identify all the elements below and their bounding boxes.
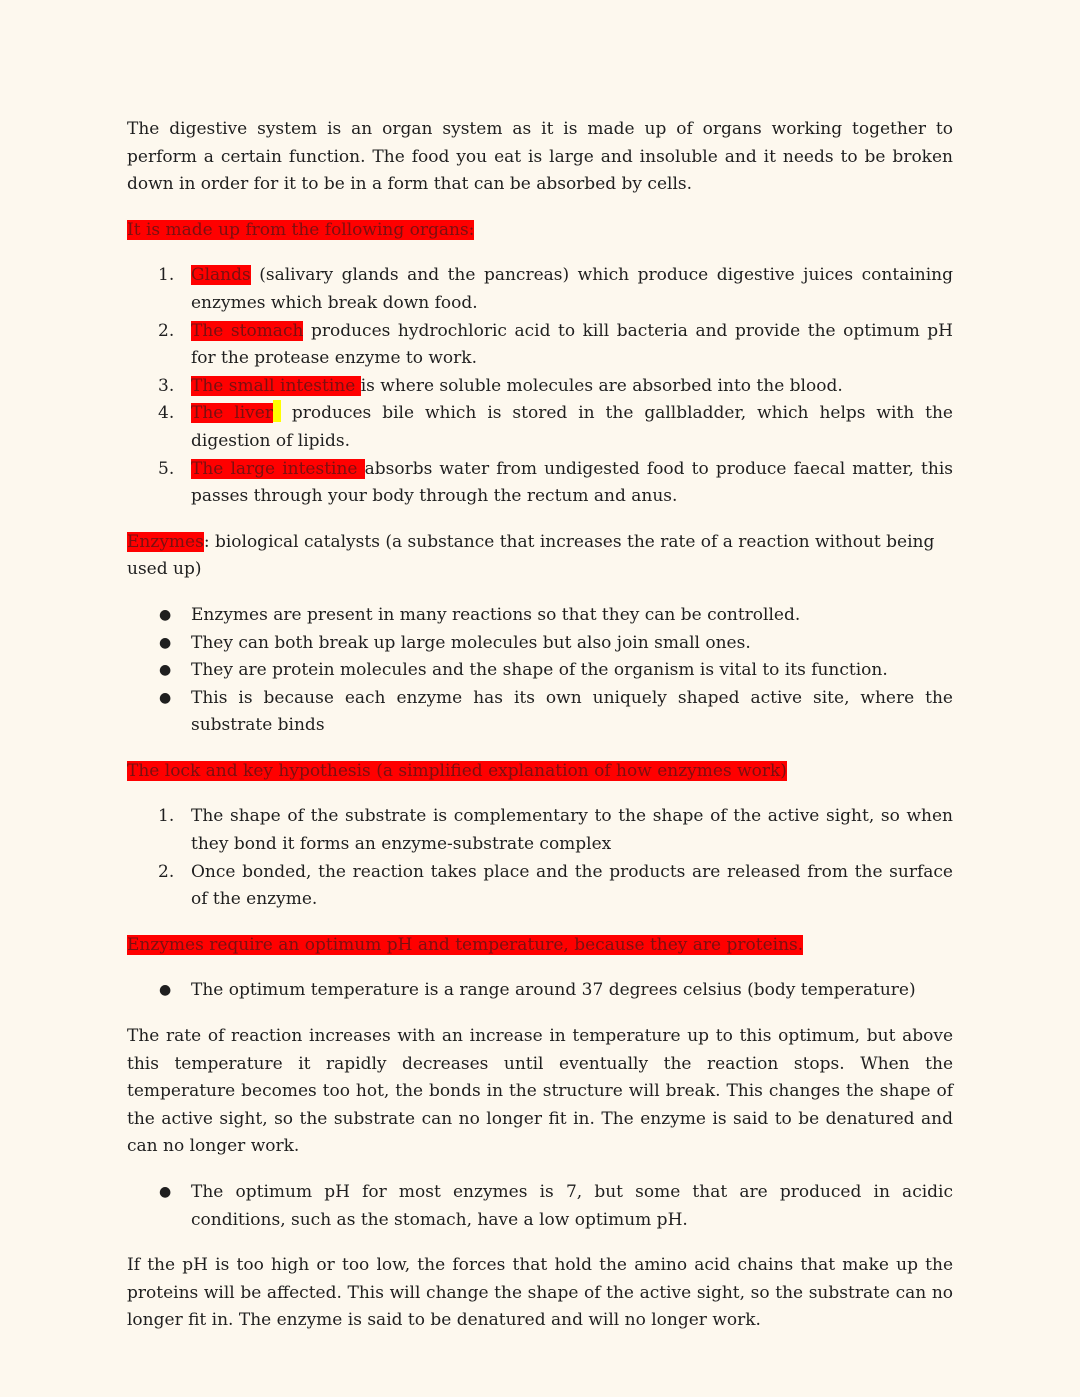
bullet-text: They are protein molecules and the shape of the organism is vital to its function. bbox=[191, 660, 888, 681]
lock-key-heading bbox=[127, 758, 953, 786]
bullet-icon: ● bbox=[159, 606, 172, 623]
bullet-text: The optimum temperature is a range around 37 degrees celsius (body temperature) bbox=[191, 980, 916, 1001]
ph-list bbox=[127, 1179, 953, 1234]
organs-heading-highlight: It is made up from the following organs: bbox=[127, 219, 475, 240]
yellow-highlight-mark bbox=[273, 400, 281, 422]
organ-term-large-intestine: The large intestine bbox=[191, 458, 365, 479]
organ-term-stomach: The stomach bbox=[191, 320, 304, 341]
optimum-heading bbox=[127, 932, 953, 960]
list-item bbox=[127, 630, 953, 658]
organ-description: absorbs water from undigested food to produce faecal matter, this passes through your body through the rectum and anus. bbox=[191, 458, 953, 507]
lock-key-heading-highlight: The lock and key hypothesis (a simplified explanation of how enzymes work) bbox=[127, 760, 787, 781]
organ-description: produces hydrochloric acid to kill bacteria and provide the optimum pH for the protease enzyme to work. bbox=[191, 320, 953, 369]
organ-term-small-intestine: The small intestine bbox=[191, 375, 361, 396]
list-item bbox=[127, 685, 953, 740]
organ-description: is where soluble molecules are absorbed into the blood. bbox=[360, 375, 843, 396]
enzymes-definition bbox=[127, 529, 953, 584]
list-number: 5. bbox=[158, 458, 175, 479]
list-item bbox=[127, 373, 953, 401]
intro-paragraph: The digestive system is an organ system as it is made up of organs working together to perform a certain function. The food you eat is large and insoluble and it needs to be broken down in order for it to be in a form that can be absorbed by cells. bbox=[127, 119, 953, 195]
list-item bbox=[127, 977, 953, 1005]
list-number: 1. bbox=[158, 265, 175, 286]
organ-term-liver: The liver bbox=[191, 403, 273, 424]
bullet-icon: ● bbox=[159, 689, 172, 706]
list-item bbox=[127, 859, 953, 914]
bullet-icon: ● bbox=[159, 634, 172, 651]
enzymes-definition-text: : biological catalysts (a substance that increases the rate of a reaction without being used up) bbox=[127, 531, 935, 580]
list-item bbox=[127, 400, 953, 455]
list-item bbox=[127, 262, 953, 317]
list-item bbox=[127, 803, 953, 858]
bullet-text: They can both break up large molecules but also join small ones. bbox=[191, 632, 751, 653]
list-number: 1. bbox=[158, 806, 175, 827]
lock-key-steps bbox=[127, 803, 953, 913]
optimum-heading-highlight: Enzymes require an optimum pH and temperature, because they are proteins. bbox=[127, 934, 804, 955]
organs-list bbox=[127, 262, 953, 510]
ph-paragraph: If the pH is too high or too low, the forces that hold the amino acid chains that make up the proteins will be affected. This will change the shape of the active sight, so the substrate can no longer fit in. The enzyme is said to be denatured and will no longer work. bbox=[127, 1255, 953, 1331]
list-item bbox=[127, 456, 953, 511]
enzymes-term: Enzymes bbox=[127, 531, 204, 552]
bullet-text: The optimum pH for most enzymes is 7, but some that are produced in acidic conditions, such as the stomach, have a low optimum pH. bbox=[191, 1182, 953, 1230]
list-item bbox=[127, 1179, 953, 1234]
bullet-icon: ● bbox=[159, 662, 172, 679]
step-text: Once bonded, the reaction takes place and the products are released from the surface of the enzyme. bbox=[191, 861, 953, 910]
bullet-icon: ● bbox=[159, 1184, 172, 1200]
organ-term-glands: Glands bbox=[191, 265, 251, 286]
organs-heading bbox=[127, 217, 953, 245]
step-text: The shape of the substrate is complementary to the shape of the active sight, so when they bond it forms an enzyme-substrate complex bbox=[191, 806, 953, 855]
list-item bbox=[127, 318, 953, 373]
list-number: 2. bbox=[158, 861, 175, 882]
bullet-text: This is because each enzyme has its own uniquely shaped active site, where the substrate binds bbox=[191, 687, 953, 736]
temperature-paragraph: The rate of reaction increases with an increase in temperature up to this optimum, but above this temperature it rapidly decreases until eventually the reaction stops. When the temperature becomes too hot, the bonds in the structure will break. This changes the shape of the active sight, so the substrate can no longer fit in. The enzyme is said to be denatured and can no longer work. bbox=[127, 1026, 953, 1157]
list-item bbox=[127, 657, 953, 685]
bullet-text: Enzymes are present in many reactions so that they can be controlled. bbox=[191, 604, 801, 625]
temperature-list bbox=[127, 977, 953, 1005]
list-number: 2. bbox=[158, 320, 175, 341]
bullet-icon: ● bbox=[159, 982, 172, 999]
list-item bbox=[127, 602, 953, 630]
list-number: 4. bbox=[158, 403, 175, 424]
enzyme-facts-list bbox=[127, 602, 953, 740]
list-number: 3. bbox=[158, 375, 175, 396]
organ-description: produces bile which is stored in the gallbladder, which helps with the digestion of lipids. bbox=[191, 403, 953, 451]
organ-description: (salivary glands and the pancreas) which produce digestive juices containing enzymes which break down food. bbox=[191, 265, 953, 313]
